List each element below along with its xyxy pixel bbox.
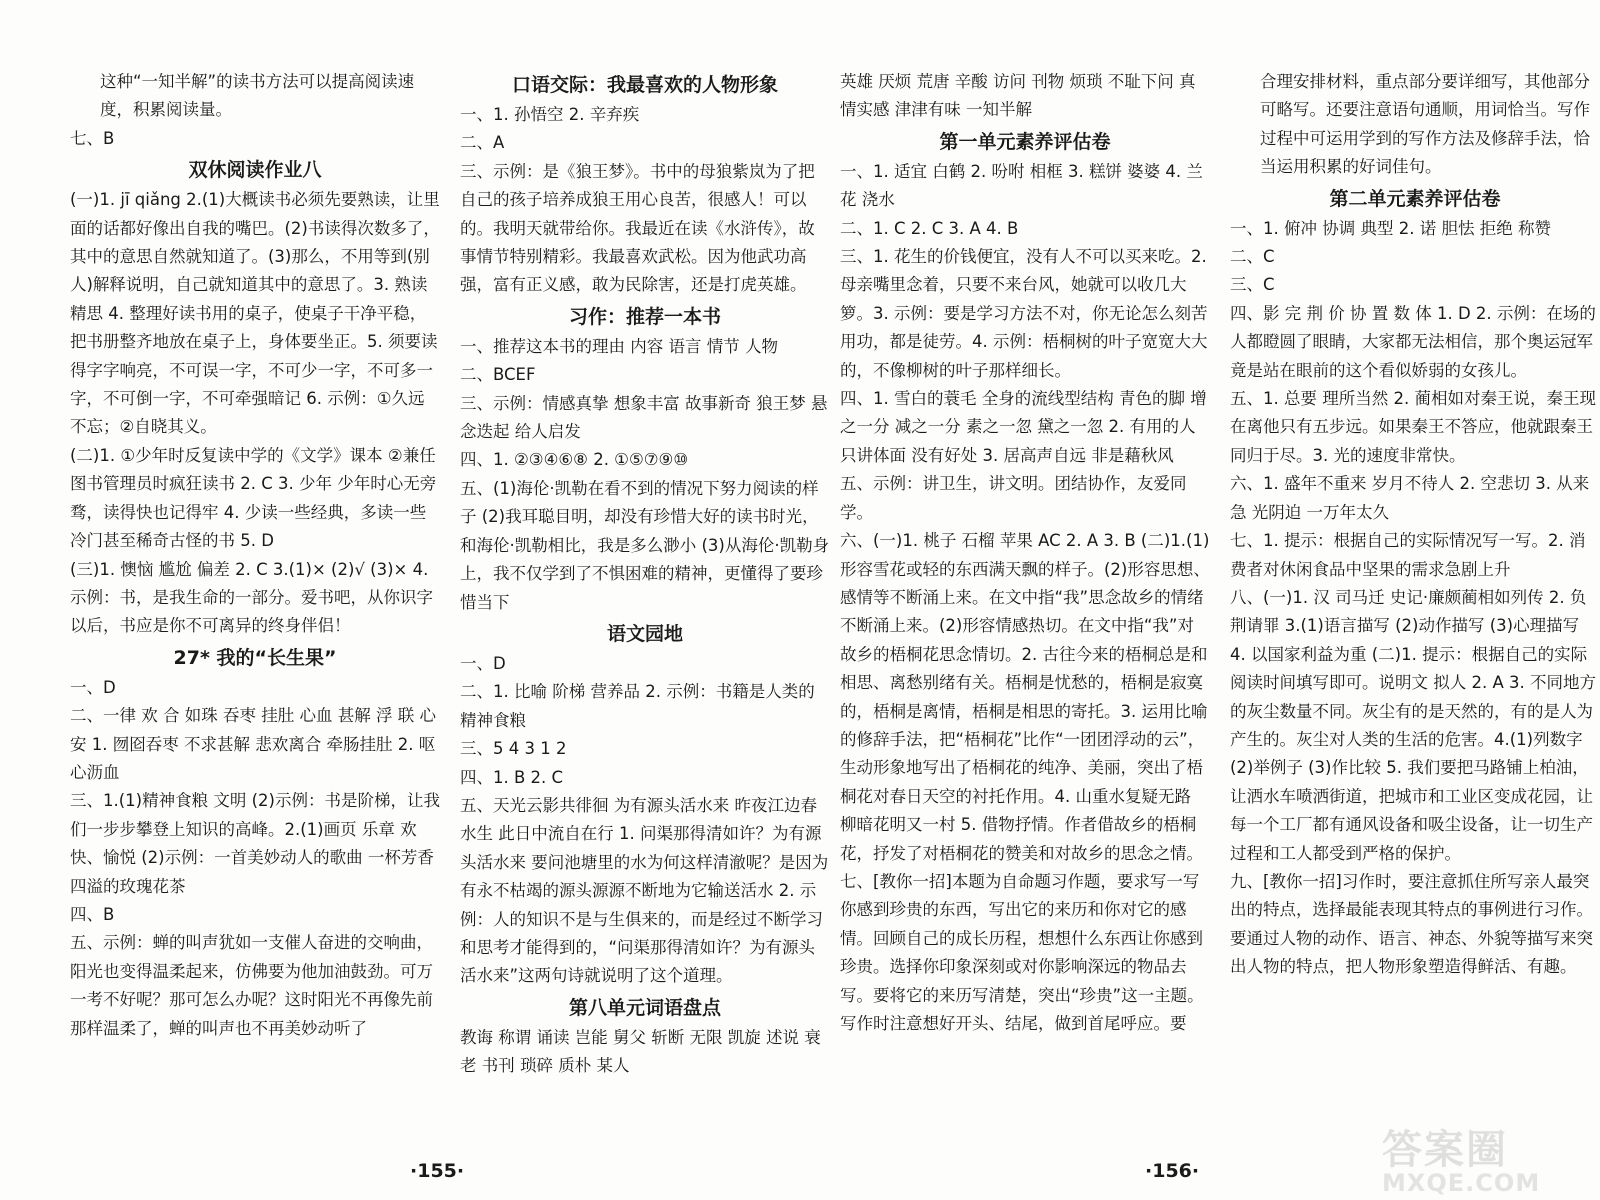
answer-paragraph: 五、天光云影共徘徊 为有源头活水来 昨夜江边春水生 此日中流自在行 1. 问渠那得清如许？为有源头活水来 要问池塘里的水为何这样清澈呢？是因为有永不枯竭的源头源源不断地为它输送活水 2. 示例：人的知识不是与生俱来的，而是经过不断学习和思考才能得到的，“问渠那得清如许？为有源头活水来”这两句诗就说明了这个道理。 [460, 795, 829, 986]
answer-paragraph: 三、1.(1)精神食粮 文明 (2)示例：书是阶梯，让我们一步步攀登上知识的高峰。2.(1)画页 乐章 欢快、愉悦 (2)示例：一首美妙动人的歌曲 一杯芳香四溢的玫瑰花茶 [70, 791, 440, 896]
answer-paragraph: (一)1. jī qiǎng 2.(1)大概读书必须先要熟读，让里面的话都好像出自我的嘴巴。(2)书读得次数多了，其中的意思自然就知道了。(3)那么，不用等到(别人)解释说明，自己就知道其中的意思了。3. 熟读 精思 4. 整理好读书用的桌子，使桌子干净平稳，把书册整齐地放在桌子上，身体要坐正。5. 须要读得字字响亮，不可误一字，不可少一字，不可多一字，不可倒一字，不可牵强暗记 6. 示例：①久远不忘；②自晓其义。 [70, 190, 440, 437]
column-4 [1230, 68, 1600, 1148]
section-heading: 27* 我的“长生果” [173, 646, 337, 669]
answer-paragraph: 九、[教你一招]习作时，要注意抓住所写亲人最突出的特点，选择最能表现其特点的事例进行习作。要通过人物的动作、语言、神态、外貌等描写来突出人物的特点，把人物形象塑造得鲜活、有趣。 [1230, 871, 1593, 977]
answer-paragraph: 三、1. 花生的价钱便宜，没有人不可以买来吃。2. 母亲嘴里念着，只要不来台风，她就可以收几大箩。3. 示例：要是学习方法不对，你无论怎么刻苦用功，都是徒劳。4. 示例：梧桐树的叶子宽宽大大的，不像柳树的叶子那样细长。 [840, 247, 1208, 380]
answer-paragraph: 七、[教你一招]本题为自命题习作题，要求写一写你感到珍贵的东西，写出它的来历和你对它的感情。回顾自己的成长历程，想想什么东西让你感到珍贵。选择你印象深刻或对你影响深远的物品去写。要将它的来历写清楚，突出“珍贵”这一主题。写作时注意想好开头、结尾，做到首尾呼应。要 [840, 871, 1204, 1033]
answer-paragraph: 一、D [460, 653, 506, 673]
answer-paragraph: 二、C [1230, 247, 1275, 267]
answer-page [0, 68, 1600, 1158]
section-heading: 第八单元词语盘点 [568, 996, 721, 1019]
answer-paragraph: 五、示例：讲卫生，讲文明。团结协作，友爱同学。 [840, 474, 1187, 522]
answer-paragraph: 四、影 完 荆 价 协 置 数 体 1. D 2. 示例：在场的人都瞪圆了眼睛，大家都无法相信，那个奥运冠军竟是站在眼前的这个看似娇弱的女孩儿。 [1230, 303, 1596, 380]
answer-paragraph: 一、推荐这本书的理由 内容 语言 情节 人物 [460, 336, 778, 356]
section-heading: 口语交际：我最喜欢的人物形象 [511, 74, 778, 96]
answer-paragraph: 二、BCEF [460, 365, 536, 385]
answer-paragraph: 二、1. 比喻 阶梯 营养品 2. 示例：书籍是人类的精神食粮 [460, 682, 815, 730]
answer-paragraph: 二、1. C 2. C 3. A 4. B [840, 218, 1019, 238]
watermark [1382, 1118, 1582, 1197]
answer-paragraph: 四、1. 雪白的蓑毛 全身的流线型结构 青色的脚 增之一分 减之一分 素之一忽 黛之一忽 2. 有用的人 只讲体面 没有好处 3. 居高声自远 非是藉秋风 [840, 389, 1207, 465]
answer-paragraph: 一、1. 适宜 白鹤 2. 吩咐 相框 3. 糕饼 婆婆 4. 兰花 浇水 [840, 161, 1203, 210]
section-heading: 双休阅读作业八 [188, 159, 322, 182]
answer-paragraph: 七、1. 提示：根据自己的实际情况写一写。2. 消费者对休闲食品中坚果的需求急剧上升 [1230, 531, 1586, 579]
page-number-left: ·155· [410, 1160, 465, 1182]
answer-paragraph: 六、(一)1. 桃子 石榴 苹果 AC 2. A 3. B (二)1.(1)形容雪花或轻的东西满天飘的样子。(2)形容思想、感情等不断涌上来。在文中指“我”思念故乡的情绪不断涌上来。(2)形容情感热切。在文中指“我”对故乡的梧桐花思念情切。2. 古往今来的梧桐总是和相思、离愁别绪有关。梧桐是忧愁的，梧桐是寂寞的，梧桐是离情，梧桐是相思的寄托。3. 运用比喻的修辞手法，把“梧桐花”比作“一团团浮动的云”，生动形象地写出了梧桐花的纯净、美丽，突出了梧桐花对春日天空的衬托作用。4. 山重水复疑无路 柳暗花明又一村 5. 借物抒情。作者借故乡的梧桐花，抒发了对梧桐花的赞美和对故乡的思念之情。 [840, 531, 1210, 863]
section-heading: 习作：推荐一本书 [568, 305, 721, 328]
answer-paragraph: 三、示例：情感真挚 想象丰富 故事新奇 狼王梦 悬念迭起 给人启发 [460, 393, 828, 442]
answer-paragraph: 六、1. 盛年不重来 岁月不待人 2. 空悲切 3. 从来急 光阴迫 一万年太久 [1230, 474, 1590, 522]
answer-paragraph: 三、C [1230, 275, 1275, 295]
answer-paragraph: 一、D [70, 677, 116, 697]
answer-paragraph: 三、5 4 3 1 2 [460, 739, 567, 759]
answer-paragraph: 教诲 称谓 诵读 岂能 舅父 斩断 无限 凯旋 述说 衰老 书刊 琐碎 质朴 某人 [460, 1027, 821, 1076]
answer-paragraph: 四、B [70, 904, 115, 924]
page-number-right: ·156· [1145, 1160, 1200, 1182]
answer-paragraph: 四、1. B 2. C [460, 767, 564, 787]
column-2 [460, 68, 830, 1148]
answer-paragraph: 英雄 厌烦 荒唐 辛酸 访问 刊物 烦琐 不耻下问 真情实感 津津有味 一知半解 [840, 72, 1196, 120]
answer-paragraph: 二、A [460, 133, 505, 153]
answer-paragraph: 四、1. ②③④⑥⑧ 2. ①⑤⑦⑨⑩ [460, 450, 689, 470]
answer-paragraph: 一、1. 俯冲 协调 典型 2. 诺 胆怯 拒绝 称赞 [1230, 218, 1551, 238]
answer-paragraph: 一、1. 孙悟空 2. 辛弃疾 [460, 105, 640, 124]
answer-paragraph: 二、一律 欢 合 如珠 吞枣 挂肚 心血 甚解 浮 联 心安 1. 囫囵吞枣 不求甚解 悲欢离合 牵肠挂肚 2. 呕心沥血 [70, 706, 436, 782]
answer-paragraph: (三)1. 懊恼 尴尬 偏差 2. C 3.(1)× (2)√ (3)× 4. 示例：书，是我生命的一部分。爱书吧，从你识字以后，书应是你不可离异的终身伴侣！ [70, 559, 433, 636]
answer-paragraph: 五、示例：蝉的叫声犹如一支催人奋进的交响曲，阳光也变得温柔起来，仿佛要为他加油鼓劲。可万一考不好呢？那可怎么办呢？这时阳光不再像先前那样温柔了，蝉的叫声也不再美妙动听了 [70, 933, 433, 1038]
watermark-url: MXQE.COM [1382, 1169, 1541, 1197]
answer-paragraph: 三、示例：是《狼王梦》。书中的母狼紫岚为了把自己的孩子培养成狼王用心良苦，很感人！可以的。我明天就带给你。我最近在读《水浒传》，故事情节特别精彩。我最喜欢武松。因为他武功高强，富有正义感，敢为民除害，还是打虎英雄。 [460, 161, 815, 295]
section-heading: 语文园地 [606, 622, 683, 645]
answer-paragraph: 七、B [70, 128, 115, 148]
answer-paragraph: 八、(一)1. 汉 司马迁 史记·廉颇蔺相如列传 2. 负荆请罪 3.(1)语言描写 (2)动作描写 (3)心理描写 4. 以国家利益为重 (二)1. 提示：根据自己的实际阅读时间填写即可。说明文 拟人 2. A 3. 不同地方的灰尘数量不同。灰尘有的是天然的，有的是人为产生的。灰尘对人类的生活的危害。4.(1)列数字 (2)举例子 (3)作比较 5. 我们要把马路铺上柏油，让洒水车喷洒街道，把城市和工业区变成花园，让每一个工厂都有通风设备和吸尘设备，让一切生产过程和工人都受到严格的保护。 [1230, 587, 1596, 863]
section-heading: 第二单元素养评估卷 [1329, 187, 1501, 210]
section-heading: 第一单元素养评估卷 [939, 130, 1111, 153]
answer-paragraph: 五、(1)海伦·凯勒在看不到的情况下努力阅读的样子 (2)我耳聪目明，却没有珍惜大好的读书时光，和海伦·凯勒相比，我是多么渺小 (3)从海伦·凯勒身上，我不仅学到了不惧困难的精神，更懂得了要珍惜当下 [460, 478, 830, 612]
answer-paragraph: (二)1. ①少年时反复读中学的《文学》课本 ②兼任图书管理员时疯狂读书 2. C 3. 少年 少年时心无旁骛，读得快也记得牢 4. 少读一些经典，多读一些冷门甚至稀奇古怪的书 5. D [70, 445, 437, 551]
answer-paragraph: 这种“一知半解”的读书方法可以提高阅读速度，积累阅读量。 [100, 72, 415, 120]
answer-paragraph: 合理安排材料，重点部分要详细写，其他部分可略写。还要注意语句通顺，用词恰当。写作过程中可运用学到的写作方法及修辞手法，恰当运用积累的好词佳句。 [1260, 72, 1590, 177]
answer-paragraph: 五、1. 总要 理所当然 2. 蔺相如对秦王说，秦王现在离他只有五步远。如果秦王不答应，他就跟秦王同归于尽。3. 光的速度非常快。 [1230, 389, 1596, 465]
watermark-logo: 答案圈 [1382, 1127, 1508, 1173]
column-3 [840, 68, 1210, 1148]
column-1 [70, 68, 440, 1148]
